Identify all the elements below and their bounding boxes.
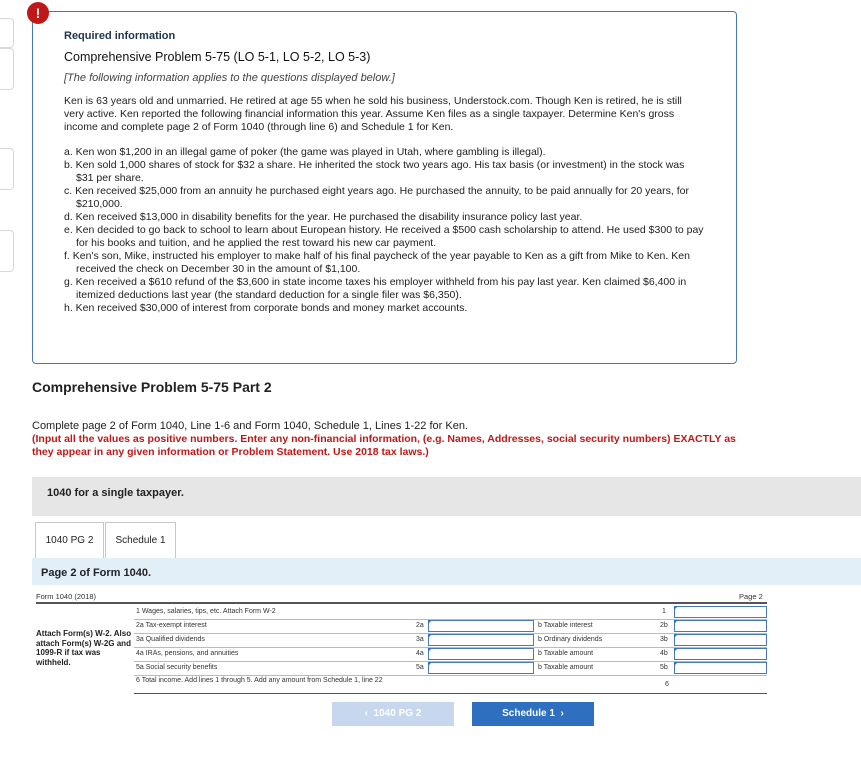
form-header: Form 1040 (2018) — [36, 592, 97, 601]
list-item: c. Ken received $25,000 from an annuity he purchased eight years ago. He purchased the annuity, to be paid annually for 20 years, for $210,000. — [64, 185, 689, 210]
line-1-input[interactable] — [674, 606, 767, 618]
line-2b-label: b Taxable interest — [538, 622, 593, 629]
list-item: g. Ken received a $610 refund of the $3,600 in state income taxes his employer withheld from his pay last year. Ken claimed $6,400 in itemized deductions last year (the standard deduction for a single filer was $6,350). — [64, 276, 687, 301]
section-label: 1040 for a single taxpayer. — [47, 487, 184, 499]
chevron-right-icon: › — [560, 708, 564, 719]
problem-note: [The following information applies to the questions displayed below.] — [64, 72, 395, 84]
line-4b-code: 4b — [660, 650, 668, 657]
line-4b-label: b Taxable amount — [538, 650, 594, 657]
next-button-label: Schedule 1 — [502, 708, 555, 719]
line-5a-code: 5a — [416, 664, 424, 671]
problem-title: Comprehensive Problem 5-75 (LO 5-1, LO 5-2, LO 5-3) — [64, 50, 371, 64]
line-4a-input[interactable] — [428, 648, 534, 660]
prev-button[interactable] — [332, 702, 454, 726]
line-3b-label: b Ordinary dividends — [538, 636, 603, 643]
list-item: f. Ken's son, Mike, instructed his employer to make half of his final paycheck of the year payable to Ken as a gift from Mike to Ken. Ken received the check on December 30 in the amount of $1,100. — [64, 250, 690, 275]
tab-label: 1040 PG 2 — [45, 535, 94, 546]
required-information-panel — [32, 11, 737, 364]
line-6-code: 6 — [665, 681, 669, 688]
line-2a-input[interactable] — [428, 620, 534, 632]
line-5a-label: 5a Social security benefits — [136, 664, 218, 671]
page-heading-bar — [32, 558, 861, 585]
line-5a-input[interactable] — [428, 662, 534, 674]
chevron-left-icon: ‹ — [364, 708, 368, 719]
line-6-label: 6 Total income. Add lines 1 through 5. Add any amount from Schedule 1, line 22 — [136, 677, 383, 684]
form-bottom-rule — [134, 693, 767, 694]
line-2b-input[interactable] — [674, 620, 767, 632]
part-title: Comprehensive Problem 5-75 Part 2 — [32, 379, 272, 395]
tab-label: Schedule 1 — [115, 535, 166, 546]
left-panel-fragment — [0, 48, 14, 90]
section-header — [32, 477, 861, 516]
line-5b-label: b Taxable amount — [538, 664, 594, 671]
line-1-label: 1 Wages, salaries, tips, etc. Attach Form W-2 — [136, 608, 276, 615]
form-top-rule — [36, 602, 767, 604]
list-item: e. Ken decided to go back to school to learn about European history. He received a $500 cash scholarship to attend. He used $300 to pay for his books and tuition, and he applied the rest toward his new car payment. — [64, 224, 704, 249]
line-3a-code: 3a — [416, 636, 424, 643]
line-4a-label: 4a IRAs, pensions, and annuities — [136, 650, 239, 657]
line-3a-input[interactable] — [428, 634, 534, 646]
attach-forms-note: Attach Form(s) W-2. Also attach Form(s) W-2G and 1099-R if tax was withheld. — [36, 629, 132, 667]
line-3b-input[interactable] — [674, 634, 767, 646]
list-item: b. Ken sold 1,000 shares of stock for $32 a share. He inherited the stock two years ago. His tax basis (or investment) in the stock was $31 per share. — [64, 159, 685, 184]
left-panel-fragment — [0, 148, 14, 190]
instruction: Complete page 2 of Form 1040, Line 1-6 and Form 1040, Schedule 1, Lines 1-22 for Ken. — [32, 420, 468, 432]
left-panel-fragment — [0, 18, 14, 48]
line-5b-input[interactable] — [674, 662, 767, 674]
left-panel-fragment — [0, 230, 14, 272]
line-2a-label: 2a Tax-exempt interest — [136, 622, 207, 629]
line-1-code: 1 — [662, 608, 666, 615]
line-2b-code: 2b — [660, 622, 668, 629]
row-divider — [134, 675, 767, 676]
list-item: d. Ken received $13,000 in disability benefits for the year. He purchased the disability insurance policy last year. — [64, 211, 583, 223]
tab-1040-pg2[interactable] — [35, 522, 104, 558]
tab-schedule-1[interactable] — [105, 522, 176, 558]
next-button[interactable] — [472, 702, 594, 726]
line-3a-label: 3a Qualified dividends — [136, 636, 205, 643]
line-4b-input[interactable] — [674, 648, 767, 660]
line-4a-code: 4a — [416, 650, 424, 657]
input-instruction: (Input all the values as positive numbers. Enter any non-financial information, (e.g. Names, Addresses, social security numbers) EXACTLY as they appear in any given information or Problem Statement. Use 2018 tax laws.) — [32, 433, 736, 458]
alert-icon: ! — [27, 2, 49, 24]
list-item: a. Ken won $1,200 in an illegal game of poker (the game was played in Utah, where gambling is illegal). — [64, 146, 546, 158]
line-2a-code: 2a — [416, 622, 424, 629]
problem-items — [64, 146, 704, 315]
line-3b-code: 3b — [660, 636, 668, 643]
list-item: h. Ken received $30,000 of interest from corporate bonds and money market accounts. — [64, 302, 468, 314]
prev-button-label: 1040 PG 2 — [373, 708, 422, 719]
problem-intro: Ken is 63 years old and unmarried. He retired at age 55 when he sold his business, Understock.com. Though Ken is retired, he is still very active. Ken reported the following financial information this year. Assume Ken files as a single taxpayer. Determine Ken's gross income and complete page 2 of Form 1040 (through line 6) and Schedule 1 for Ken. — [64, 95, 682, 133]
form-page-number: Page 2 — [739, 592, 763, 601]
required-information-label: Required information — [64, 30, 176, 42]
page-heading: Page 2 of Form 1040. — [41, 567, 152, 579]
line-5b-code: 5b — [660, 664, 668, 671]
